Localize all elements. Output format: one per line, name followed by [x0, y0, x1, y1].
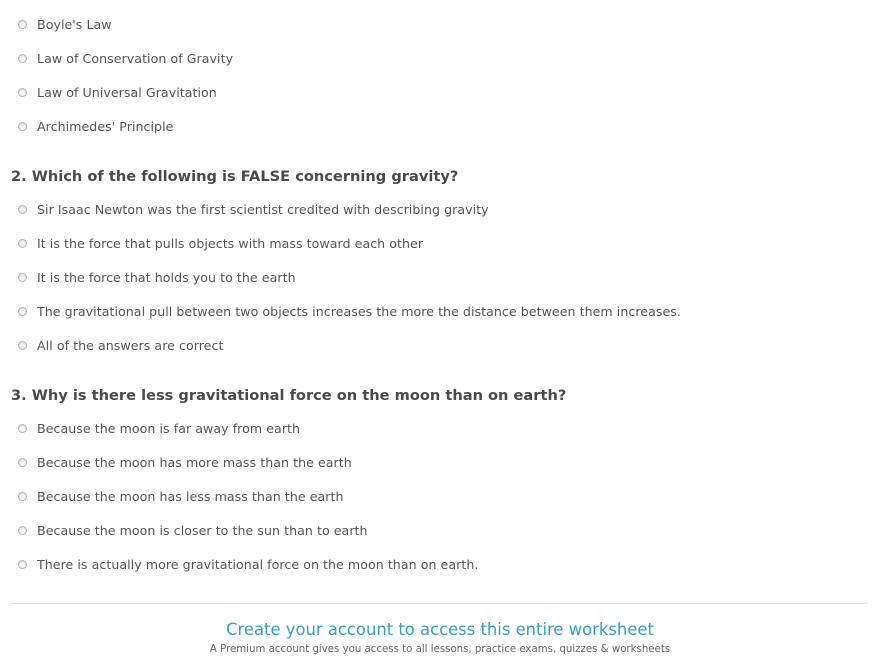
question-3-title: 3. Why is there less gravitational force on the moon than on earth? — [11, 386, 567, 404]
divider — [11, 603, 868, 604]
radio-button[interactable] — [18, 54, 27, 63]
radio-button[interactable] — [18, 560, 27, 569]
create-account-link[interactable]: Create your account to access this entire worksheet — [226, 620, 654, 639]
answer-option-label: Because the moon is far away from earth — [37, 420, 301, 436]
answer-option-label: It is the force that pulls objects with mass toward each other — [37, 235, 424, 251]
radio-button[interactable] — [18, 526, 27, 535]
radio-button[interactable] — [18, 341, 27, 350]
answer-option[interactable] — [18, 301, 681, 321]
answer-option[interactable] — [18, 520, 368, 540]
answer-option[interactable] — [18, 199, 489, 219]
answer-option-label: Archimedes' Principle — [37, 118, 174, 134]
answer-option[interactable] — [18, 418, 300, 438]
answer-option[interactable] — [18, 452, 352, 472]
radio-button[interactable] — [18, 239, 27, 248]
radio-button[interactable] — [18, 273, 27, 282]
answer-option[interactable] — [18, 48, 233, 68]
radio-button[interactable] — [18, 122, 27, 131]
answer-option-label: Law of Universal Gravitation — [37, 84, 217, 100]
answer-option[interactable] — [18, 116, 173, 136]
radio-button[interactable] — [18, 492, 27, 501]
answer-option[interactable] — [18, 335, 223, 355]
answer-option[interactable] — [18, 267, 296, 287]
premium-account-note: A Premium account gives you access to all lessons, practice exams, quizzes & worksheets — [209, 644, 671, 655]
radio-button[interactable] — [18, 205, 27, 214]
answer-option-label: There is actually more gravitational force on the moon than on earth. — [37, 556, 479, 572]
answer-option-label: Law of Conservation of Gravity — [37, 50, 234, 66]
answer-option-label: All of the answers are correct — [37, 337, 224, 353]
radio-button[interactable] — [18, 458, 27, 467]
answer-option-label: It is the force that holds you to the earth — [37, 269, 296, 285]
question-2-title: 2. Which of the following is FALSE concerning gravity? — [11, 167, 459, 185]
answer-option[interactable] — [18, 233, 423, 253]
radio-button[interactable] — [18, 424, 27, 433]
answer-option-label: Sir Isaac Newton was the first scientist credited with describing gravity — [37, 201, 489, 217]
answer-option[interactable] — [18, 486, 344, 506]
answer-option[interactable] — [18, 82, 217, 102]
answer-option-label: Because the moon has more mass than the earth — [37, 454, 352, 470]
radio-button[interactable] — [18, 307, 27, 316]
answer-option-label: The gravitational pull between two objects increases the more the distance between them increases. — [37, 303, 681, 319]
radio-button[interactable] — [18, 88, 27, 97]
radio-button[interactable] — [18, 20, 27, 29]
answer-option-label: Boyle's Law — [37, 16, 112, 32]
answer-option[interactable] — [18, 554, 478, 574]
answer-option[interactable] — [18, 14, 112, 34]
answer-option-label: Because the moon is closer to the sun than to earth — [37, 522, 368, 538]
answer-option-label: Because the moon has less mass than the earth — [37, 488, 344, 504]
